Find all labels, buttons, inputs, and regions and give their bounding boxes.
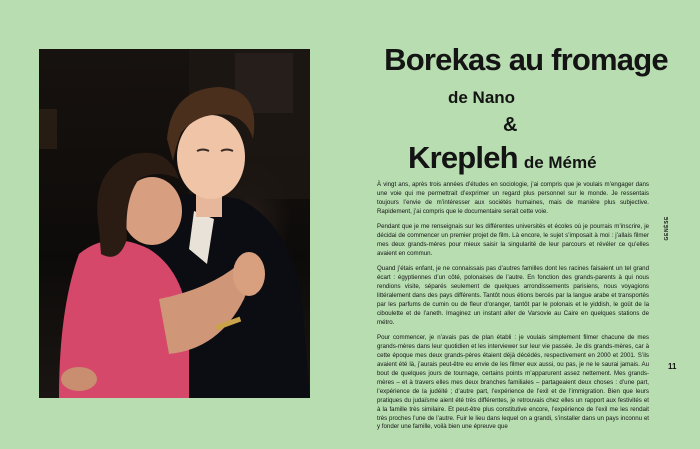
title-line-2: de Nano (448, 88, 516, 107)
title-ampersand: & (503, 114, 518, 136)
title-line-3 (408, 140, 597, 176)
paragraph: Pour commencer, je n’avais pas de plan établi : je voulais simplement filmer chacune de mes grands-mères dans leur quotidien et les interviewer sur leur vie passée. Je dis grands-mères, car à cette époque mes deux grands-pères étaient déjà décédés, respectivement en 2000 et 2001. S’ils avaient été là, j’aurais peut-être eu envie de les filmer eux aussi, ou pas, je ne le saurai jamais. Au bout de quelques jours de tournage, certains points m’apparurent assez nettement. Mes grands-mères – et à travers elles mes deux branches familiales – partageaient deux choses : d’une part, l’expérience de la judéité ; d’autre part, l’expérience de l’exil et de l’immigration. Bien que leurs pratiques du judaïsme aient été très différentes, je retrouvais chez elles un rapport aux festivités et à la famille très similaire. Et peut-être plus constitutive encore, l’expérience de l’exil me les rendait très proches l’une de l’autre. Fuir le lieu dans lequel on a grandi, s’installer dans un pays inconnu et y fonder une famille, voilà bien une épreuve que (377, 334, 649, 431)
title-line-3-main: Krepleh (408, 140, 518, 175)
paragraph: À vingt ans, après trois années d’études en sociologie, j’ai compris que je voulais m’engager dans une voie qui me permettrait d’exprimer un regard plus personnel sur le monde. Je ressentais toujours l’envie de m’intéresser aux sociétés humaines, mais de manière plus subjective. Rapidement, j’ai compris que le documentaire serait cette voie. (377, 181, 649, 215)
photo-grandmother-kiss (39, 49, 310, 398)
title-line-3-small: de Mémé (523, 153, 597, 172)
paragraph: Pendant que je me renseignais sur les différentes universités et écoles où je pourrais m’inscrire, je décidai de commencer un premier projet de film. Là encore, le sujet s’imposait à moi : j’allais filmer mes deux grands-mères pour mieux saisir la singularité de leur parcours et révéler ce qu’elles avaient en commun. (377, 223, 649, 257)
page-number: 11 (668, 362, 677, 371)
photo-illustration (39, 49, 310, 398)
title-line-1: Borekas au fromage (384, 42, 668, 77)
section-tab: GENÈSE (664, 216, 670, 241)
article-body (377, 181, 649, 439)
paragraph: Quand j’étais enfant, je ne connaissais pas d’autres familles dont les racines faisaient un tel grand écart : égyptiennes d’un côté, polonaises de l’autre. En fonction des grands-parents à qui nous rendions visite, séparés seulement de quelques arrondissements parisiens, nous voyagions littéralement dans des pays différents. Tantôt nous étions bercés par la langue arabe et transportés par les parfums de cumin ou de fleur d’oranger, tantôt par le polonais et le yiddish, le goût de la ciboulette et de l’aneth. Imaginez un instant aller de Varsovie au Caire en quelques stations de métro. (377, 265, 649, 326)
